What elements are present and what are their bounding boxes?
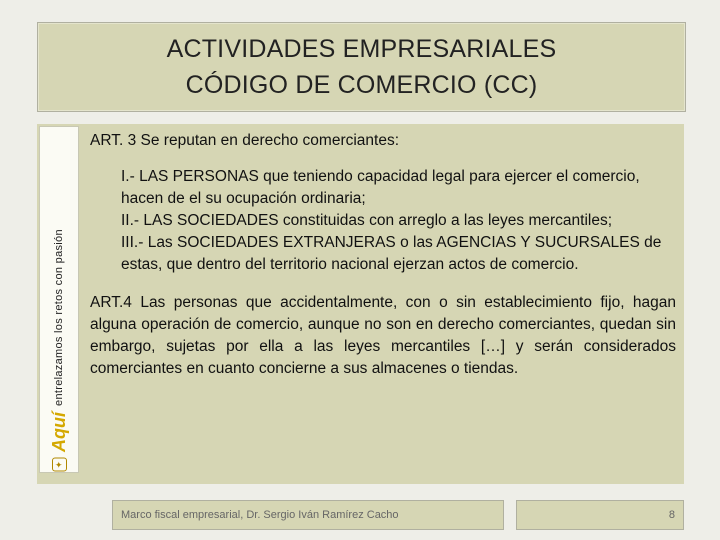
seal-icon: ✦	[52, 458, 67, 472]
logo-slogan: entrelazamos los retos con pasión	[53, 229, 65, 406]
page-number: 8	[516, 500, 684, 530]
logo-rotated	[40, 127, 78, 472]
footer-author: Marco fiscal empresarial, Dr. Sergio Iván Ramírez Cacho	[112, 500, 504, 530]
slide-body	[90, 130, 676, 380]
logo-icon	[39, 126, 79, 473]
list-item-2: II.- LAS SOCIEDADES constituidas con arreglo a las leyes mercantiles;	[121, 212, 613, 229]
list-item-1: I.- LAS PERSONAS que teniendo capacidad legal para ejercer el comercio, hacen de el su ocupación ordinaria;	[121, 168, 640, 207]
logo-word: Aquí	[48, 411, 69, 452]
title-line-1: ACTIVIDADES EMPRESARIALES	[166, 35, 557, 63]
art4-paragraph: ART.4 Las personas que accidentalmente, con o sin establecimiento fijo, hagan alguna operación de comercio, aunque no son en derecho comerciantes, quedan sin embargo, sujetas por ella a las leyes mercantiles […] y serán considerados comerciantes en cuanto concierne a sus almacenes o tiendas.	[90, 294, 676, 377]
list-item-3: III.- Las SOCIEDADES EXTRANJERAS o las AGENCIAS Y SUCURSALES de estas, que dentro del territorio nacional ejerzan actos de comercio.	[121, 234, 662, 273]
title-line-2: CÓDIGO DE COMERCIO (CC)	[185, 71, 538, 99]
slide-title	[37, 22, 686, 112]
art3-intro: ART. 3 Se reputan en derecho comerciantes:	[90, 132, 400, 149]
